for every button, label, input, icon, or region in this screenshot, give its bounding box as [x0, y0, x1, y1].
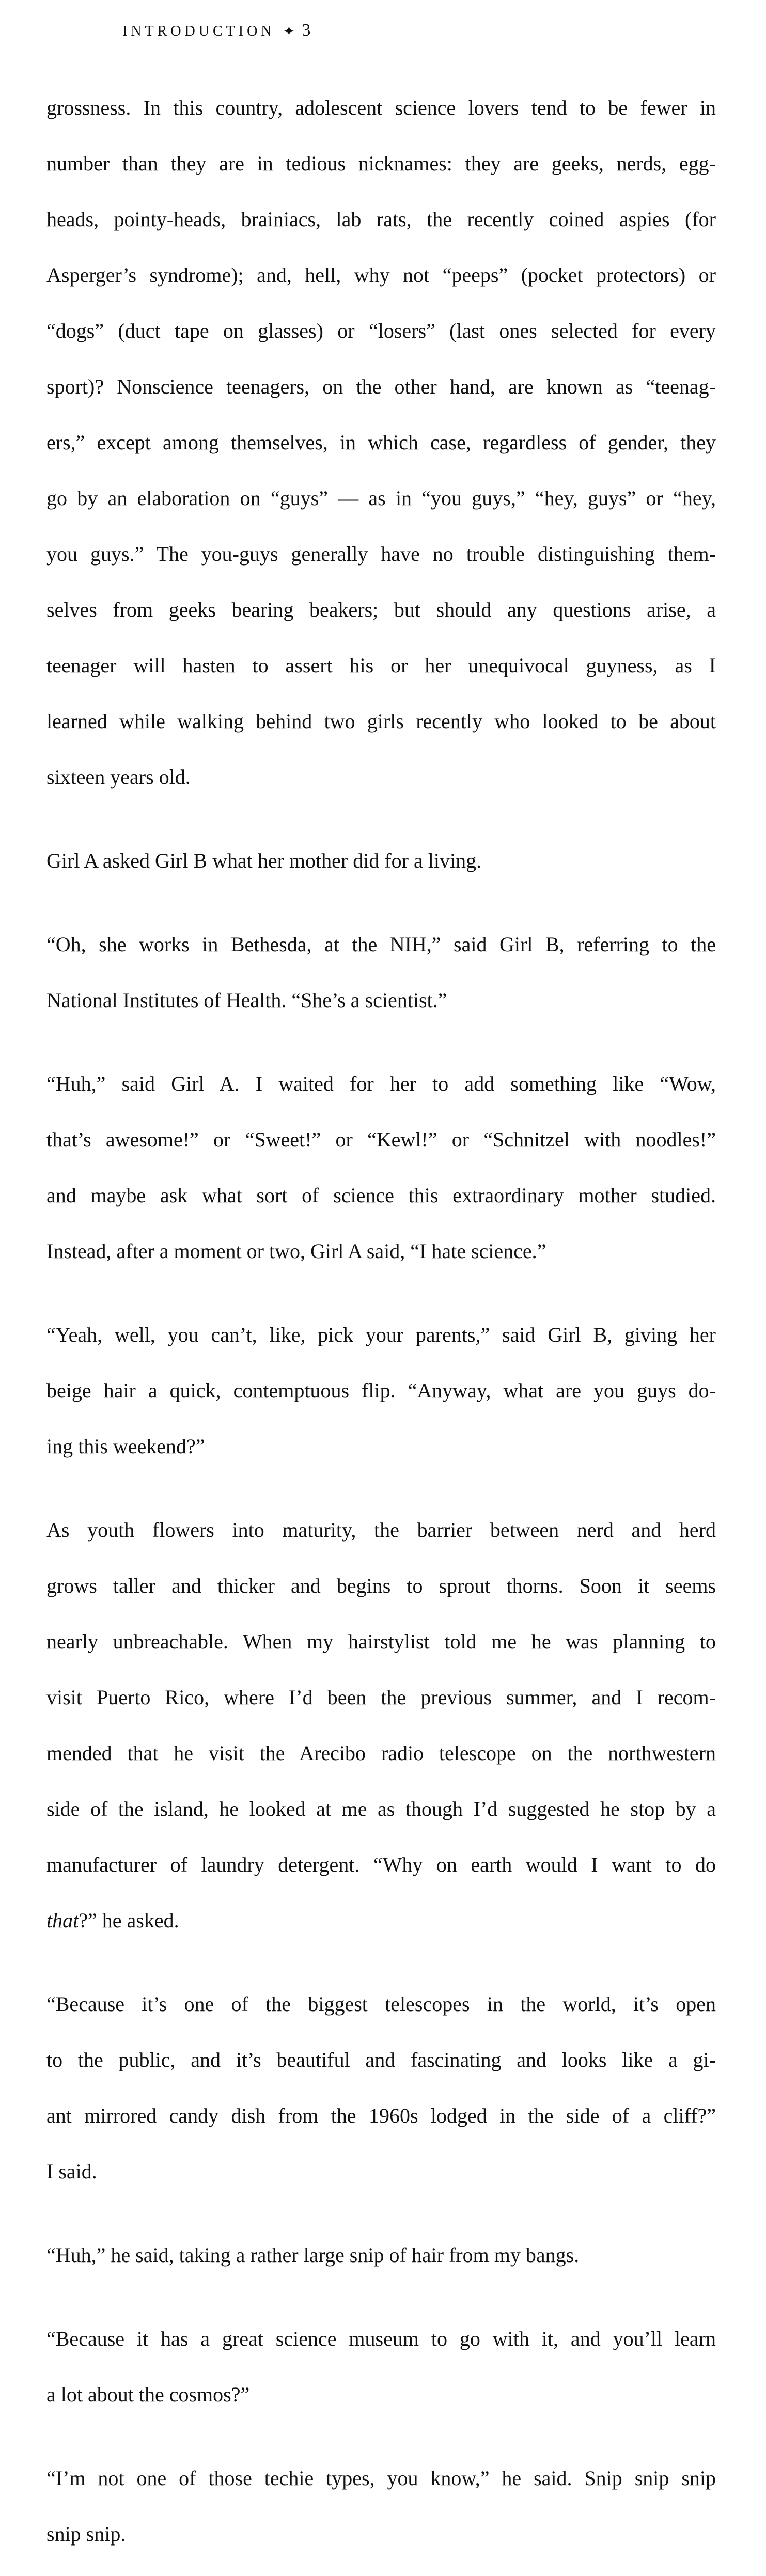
running-head: [122, 21, 310, 40]
text-line: Asperger’s syndrome); and, hell, why not “peeps” (pocket protectors) or: [46, 263, 716, 287]
italic-word: that: [46, 1909, 79, 1932]
text-line: “Huh,” he said, taking a rather large snip of hair from my bangs.: [46, 2243, 580, 2267]
text-line: “dogs” (duct tape on glasses) or “losers” (last ones selected for every: [46, 319, 716, 342]
text-line: a lot about the cosmos?”: [46, 2383, 250, 2406]
text-line: side of the island, he looked at me as though I’d suggested he stop by a: [46, 1797, 716, 1820]
text-line: beige hair a quick, contemptuous flip. “Anyway, what are you guys do-: [46, 1379, 716, 1402]
text-line: sport)? Nonscience teenagers, on the other hand, are known as “teenag-: [46, 375, 716, 398]
text-line: and maybe ask what sort of science this extraordinary mother studied.: [46, 1184, 716, 1207]
text-line: ers,” except among themselves, in which case, regardless of gender, they: [46, 431, 716, 454]
paragraph: [46, 1042, 716, 1293]
text-line: manufacturer of laundry detergent. “Why on earth would I want to do: [46, 1853, 716, 1876]
text-line: go by an elaboration on “guys” — as in “you guys,” “hey, guys” or “hey,: [46, 486, 716, 510]
text-line: heads, pointy-heads, brainiacs, lab rats, the recently coined aspies (for: [46, 208, 716, 231]
text-line: mended that he visit the Arecibo radio telescope on the northwestern: [46, 1741, 716, 1765]
text-line: “Because it’s one of the biggest telescopes in the world, it’s open: [46, 1992, 716, 2016]
page-number: 3: [302, 21, 311, 40]
text-line: [46, 1907, 716, 1935]
text-line: “Yeah, well, you can’t, like, pick your parents,” said Girl B, giving her: [46, 1323, 716, 1346]
text-line: As youth flowers into maturity, the barrier between nerd and herd: [46, 1518, 716, 1542]
section-title: INTRODUCTION: [122, 23, 275, 39]
text-line: teenager will hasten to assert his or her unequivocal guyness, as I: [46, 654, 716, 677]
ornament-separator-icon: ✦: [283, 24, 295, 39]
paragraph: [46, 1488, 716, 1962]
text-line: National Institutes of Health. “She’s a scientist.”: [46, 988, 447, 1012]
text-line: “I’m not one of those techie types, you know,” he said. Snip snip snip: [46, 2467, 716, 2490]
text-line: selves from geeks bearing beakers; but should any questions arise, a: [46, 598, 716, 621]
text-line: grossness. In this country, adolescent science lovers tend to be fewer in: [46, 96, 716, 119]
text-line: I said.: [46, 2160, 97, 2183]
text-line: to the public, and it’s beautiful and fascinating and looks like a gi-: [46, 2048, 716, 2071]
text-line: “Because it has a great science museum to go with it, and you’ll learn: [46, 2327, 716, 2350]
paragraph: [46, 2213, 716, 2297]
text-line: that’s awesome!” or “Sweet!” or “Kewl!” or “Schnitzel with noodles!”: [46, 1128, 716, 1151]
paragraph: [46, 819, 716, 903]
text-line: ing this weekend?”: [46, 1435, 205, 1458]
text-line: number than they are in tedious nicknames: they are geeks, nerds, egg-: [46, 152, 716, 175]
paragraph: [46, 903, 716, 1042]
text-tail: ?” he asked.: [79, 1909, 179, 1932]
text-line: Instead, after a moment or two, Girl A said, “I hate science.”: [46, 1239, 546, 1263]
text-line: grows taller and thicker and begins to sprout thorns. Soon it seems: [46, 1574, 716, 1597]
text-line: sixteen years old.: [46, 765, 191, 789]
text-line: you guys.” The you-guys generally have no trouble distinguishing them-: [46, 542, 716, 566]
text-line: nearly unbreachable. When my hairstylist told me he was planning to: [46, 1630, 716, 1653]
text-line: ant mirrored candy dish from the 1960s lodged in the side of a cliff?”: [46, 2104, 716, 2127]
text-line: “Huh,” said Girl A. I waited for her to add something like “Wow,: [46, 1072, 716, 1095]
text-line: Girl A asked Girl B what her mother did for a living.: [46, 849, 482, 872]
paragraph: [46, 1962, 716, 2213]
text-line: “Oh, she works in Bethesda, at the NIH,” said Girl B, referring to the: [46, 933, 716, 956]
paragraph: [46, 2437, 716, 2576]
text-line: learned while walking behind two girls recently who looked to be about: [46, 710, 716, 733]
paragraph: [46, 1293, 716, 1488]
paragraph: [46, 2297, 716, 2437]
body-text: [46, 66, 716, 2576]
paragraph: [46, 66, 716, 819]
text-line: visit Puerto Rico, where I’d been the previous summer, and I recom-: [46, 1686, 716, 1709]
text-line: snip snip.: [46, 2522, 126, 2546]
